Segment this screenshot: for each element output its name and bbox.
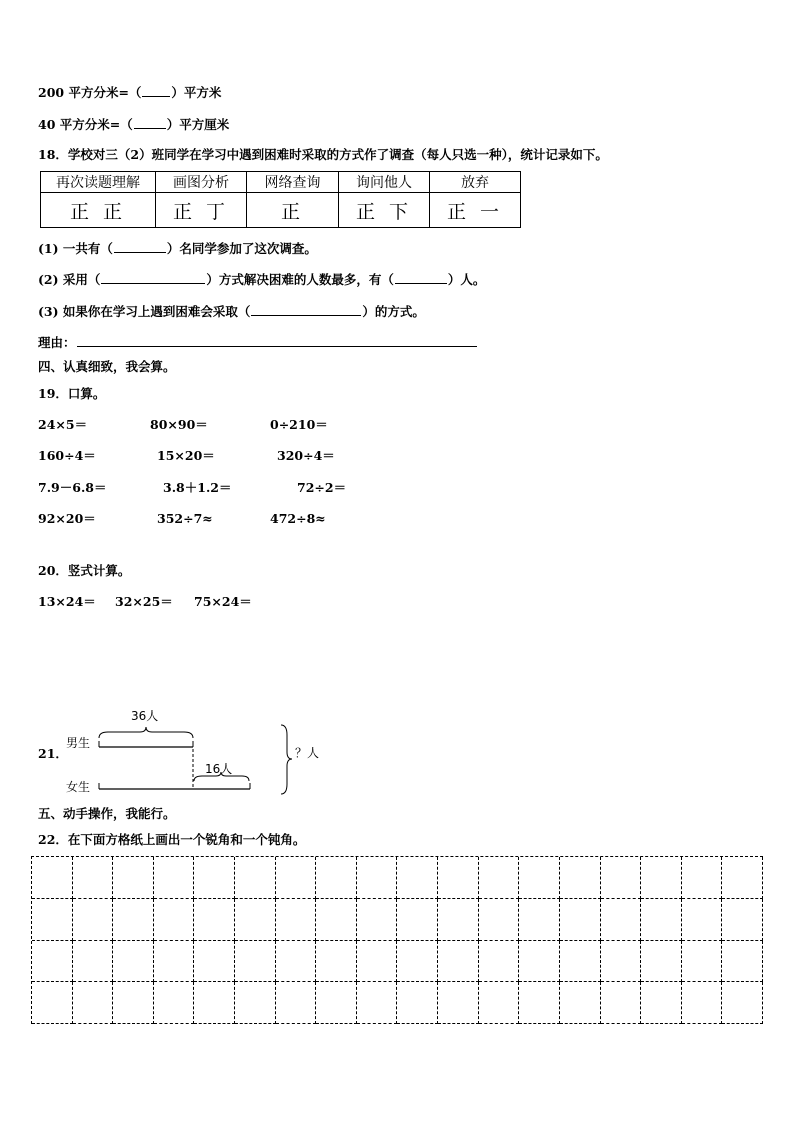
grid-cell[interactable] bbox=[601, 857, 642, 899]
grid-cell[interactable] bbox=[601, 941, 642, 983]
q18-part2: (2) 采用（ ）方式解决困难的人数最多，有（ ）人。 bbox=[38, 272, 486, 287]
answer-blank[interactable] bbox=[395, 271, 447, 284]
grid-cell[interactable] bbox=[682, 899, 723, 941]
girls-label: 女生 bbox=[66, 780, 91, 794]
grid-cell[interactable] bbox=[479, 899, 520, 941]
grid-cell[interactable] bbox=[519, 899, 560, 941]
grid-cell[interactable] bbox=[397, 982, 438, 1024]
grid-cell[interactable] bbox=[438, 982, 479, 1024]
q19-item: 92×20＝ bbox=[38, 511, 96, 526]
grid-cell[interactable] bbox=[397, 899, 438, 941]
grid-cell[interactable] bbox=[438, 899, 479, 941]
tally-marks: 正 下 bbox=[339, 193, 430, 228]
tally-table bbox=[40, 171, 521, 228]
grid-cell[interactable] bbox=[276, 982, 317, 1024]
grid-cell[interactable] bbox=[194, 857, 235, 899]
q18-part1: (1) 一共有（ ）名同学参加了这次调查。 bbox=[38, 241, 317, 256]
grid-cell[interactable] bbox=[641, 941, 682, 983]
grid-cell[interactable] bbox=[560, 982, 601, 1024]
grid-cell[interactable] bbox=[479, 857, 520, 899]
grid-cell[interactable] bbox=[113, 857, 154, 899]
grid-cell[interactable] bbox=[276, 899, 317, 941]
grid-cell[interactable] bbox=[276, 941, 317, 983]
tally-marks: 正 正 bbox=[41, 193, 156, 228]
grid-cell[interactable] bbox=[316, 899, 357, 941]
grid-cell[interactable] bbox=[601, 899, 642, 941]
section-5-heading: 五、动手操作，我能行。 bbox=[38, 806, 176, 821]
q22-title: 22．在下面方格纸上画出一个锐角和一个钝角。 bbox=[38, 832, 306, 847]
grid-cell[interactable] bbox=[154, 982, 195, 1024]
grid-cell[interactable] bbox=[641, 857, 682, 899]
q19-item: 3.8＋1.2＝ bbox=[163, 480, 232, 495]
grid-cell[interactable] bbox=[73, 857, 114, 899]
grid-cell[interactable] bbox=[722, 941, 763, 983]
grid-cell[interactable] bbox=[113, 982, 154, 1024]
grid-cell[interactable] bbox=[194, 982, 235, 1024]
q20-title: 20．竖式计算。 bbox=[38, 563, 131, 578]
diff-count-label: 16人 bbox=[205, 762, 233, 776]
q19-item: 320÷4＝ bbox=[277, 448, 335, 463]
q21-number: 21． bbox=[38, 746, 68, 761]
q17-line1: 200 平方分米=（ ）平方米 bbox=[38, 85, 222, 100]
grid-cell[interactable] bbox=[479, 941, 520, 983]
tally-header: 询问他人 bbox=[339, 172, 430, 193]
tally-marks: 正 丁 bbox=[156, 193, 247, 228]
q19-item: 72÷2＝ bbox=[297, 480, 347, 495]
tally-header: 网络查询 bbox=[247, 172, 339, 193]
grid-cell[interactable] bbox=[357, 899, 398, 941]
q19-title: 19．口算。 bbox=[38, 386, 106, 401]
grid-cell[interactable] bbox=[316, 857, 357, 899]
answer-blank[interactable] bbox=[114, 240, 166, 253]
grid-cell[interactable] bbox=[682, 982, 723, 1024]
grid-cell[interactable] bbox=[316, 982, 357, 1024]
grid-cell[interactable] bbox=[316, 941, 357, 983]
q19-item: 7.9－6.8＝ bbox=[38, 480, 107, 495]
section-4-heading: 四、认真细致，我会算。 bbox=[38, 359, 176, 374]
q19-item: 80×90＝ bbox=[150, 417, 208, 432]
boys-label: 男生 bbox=[66, 736, 91, 750]
q20-item: 13×24＝ bbox=[38, 594, 96, 609]
grid-cell[interactable] bbox=[682, 857, 723, 899]
grid-cell[interactable] bbox=[438, 941, 479, 983]
grid-cell[interactable] bbox=[32, 982, 73, 1024]
boys-count-label: 36人 bbox=[131, 709, 159, 723]
grid-cell[interactable] bbox=[113, 941, 154, 983]
grid-cell[interactable] bbox=[73, 941, 114, 983]
tally-header: 再次读题理解 bbox=[41, 172, 156, 193]
grid-cell[interactable] bbox=[113, 899, 154, 941]
grid-cell[interactable] bbox=[154, 941, 195, 983]
q20-item: 32×25＝ bbox=[115, 594, 173, 609]
grid-cell[interactable] bbox=[641, 982, 682, 1024]
grid-cell[interactable] bbox=[235, 982, 276, 1024]
q18-question: 18．学校对三（2）班同学在学习中遇到困难时采取的方式作了调查（每人只选一种），统计记录如下。 bbox=[38, 147, 608, 162]
grid-cell[interactable] bbox=[397, 857, 438, 899]
grid-cell[interactable] bbox=[722, 857, 763, 899]
q17-line2: 40 平方分米=（ ）平方厘米 bbox=[38, 117, 230, 132]
grid-cell[interactable] bbox=[722, 899, 763, 941]
tally-marks: 正 一 bbox=[430, 193, 521, 228]
grid-cell[interactable] bbox=[519, 982, 560, 1024]
grid-cell[interactable] bbox=[641, 899, 682, 941]
reason-blank[interactable] bbox=[77, 334, 477, 347]
grid-cell[interactable] bbox=[722, 982, 763, 1024]
q19-item: 352÷7≈ bbox=[157, 511, 213, 526]
grid-cell[interactable] bbox=[601, 982, 642, 1024]
grid-cell[interactable] bbox=[560, 899, 601, 941]
grid-cell[interactable] bbox=[73, 899, 114, 941]
grid-cell[interactable] bbox=[357, 857, 398, 899]
grid-cell[interactable] bbox=[194, 899, 235, 941]
grid-cell[interactable] bbox=[32, 899, 73, 941]
total-label: ？人 bbox=[295, 746, 320, 760]
grid-cell[interactable] bbox=[519, 857, 560, 899]
grid-cell[interactable] bbox=[560, 941, 601, 983]
grid-cell[interactable] bbox=[357, 982, 398, 1024]
grid-cell[interactable] bbox=[194, 941, 235, 983]
grid-cell[interactable] bbox=[32, 941, 73, 983]
answer-blank[interactable] bbox=[142, 84, 170, 97]
q18-part3: (3) 如果你在学习上遇到困难会采取（ ）的方式。 bbox=[38, 304, 425, 319]
grid-cell[interactable] bbox=[154, 899, 195, 941]
grid-cell[interactable] bbox=[276, 857, 317, 899]
q19-item: 472÷8≈ bbox=[270, 511, 326, 526]
grid-cell[interactable] bbox=[560, 857, 601, 899]
answer-blank[interactable] bbox=[251, 303, 361, 316]
q18-reason: 理由： bbox=[38, 334, 478, 351]
grid-cell[interactable] bbox=[235, 899, 276, 941]
tally-header: 画图分析 bbox=[156, 172, 247, 193]
q19-item: 160÷4＝ bbox=[38, 448, 96, 463]
grid-cell[interactable] bbox=[519, 941, 560, 983]
tally-marks: 正 bbox=[247, 193, 339, 228]
q20-item: 75×24＝ bbox=[194, 594, 252, 609]
answer-blank[interactable] bbox=[134, 116, 166, 129]
grid-cell[interactable] bbox=[154, 857, 195, 899]
q19-item: 0÷210＝ bbox=[270, 417, 328, 432]
grid-paper[interactable] bbox=[31, 856, 763, 1024]
grid-cell[interactable] bbox=[357, 941, 398, 983]
grid-cell[interactable] bbox=[32, 857, 73, 899]
q19-item: 24×5＝ bbox=[38, 417, 88, 432]
grid-cell[interactable] bbox=[235, 941, 276, 983]
grid-cell[interactable] bbox=[682, 941, 723, 983]
tally-header: 放弃 bbox=[430, 172, 521, 193]
answer-blank[interactable] bbox=[101, 271, 205, 284]
grid-cell[interactable] bbox=[235, 857, 276, 899]
grid-cell[interactable] bbox=[438, 857, 479, 899]
q19-item: 15×20＝ bbox=[157, 448, 215, 463]
grid-cell[interactable] bbox=[397, 941, 438, 983]
grid-cell[interactable] bbox=[479, 982, 520, 1024]
grid-cell[interactable] bbox=[73, 982, 114, 1024]
